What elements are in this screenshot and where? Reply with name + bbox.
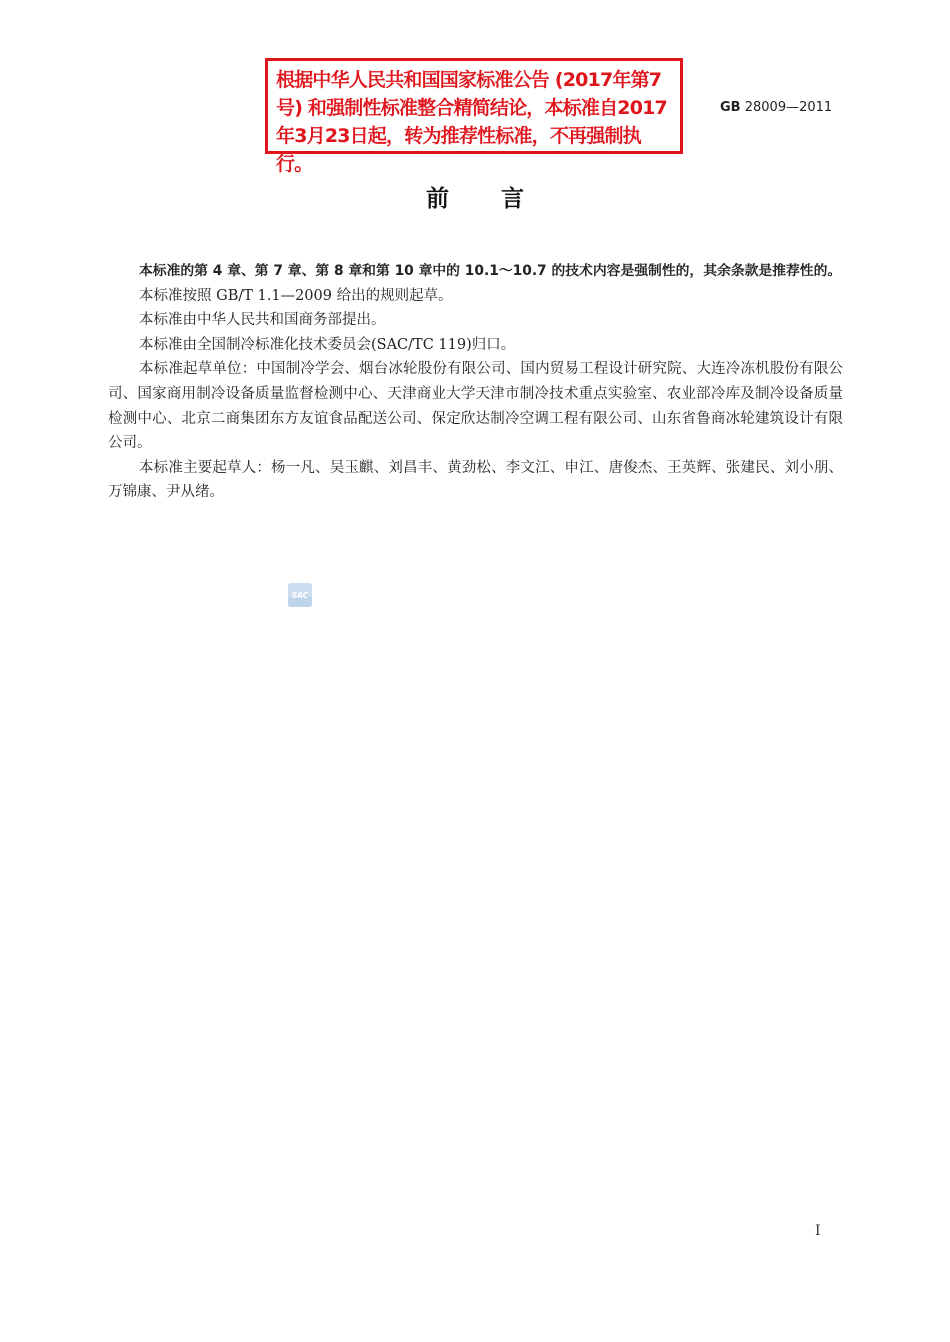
paragraph-drafting-units: 本标准起草单位：中国制冷学会、烟台冰轮股份有限公司、国内贸易工程设计研究院、大连冷冻机股份有限公司、国家商用制冷设备质量监督检测中心、天津商业大学天津市制冷技术重点实验室、农业部冷库及制冷设备质量检测中心、北京二商集团东方友谊食品配送公司、保定欣达制冷空调工程有限公司、山东省鲁商冰轮建筑设计有限公司。: [108, 361, 843, 452]
sac-logo-text: SAC: [291, 591, 309, 600]
paragraph-proposed-by: 本标准由中华人民共和国商务部提出。: [139, 312, 386, 329]
standard-code: [720, 100, 832, 115]
standard-number: 28009—2011: [744, 100, 833, 115]
paragraph-drafting-rules: 本标准按照 GB/T 1.1—2009 给出的规则起草。: [139, 287, 453, 304]
page-number: I: [815, 1223, 821, 1239]
paragraph-main-drafters: 本标准主要起草人：杨一凡、吴玉麒、刘昌丰、黄劲松、李文江、申江、唐俊杰、王英辉、张建民、刘小朋、万锦康、尹从绪。: [108, 459, 843, 501]
sac-logo-icon: [288, 583, 312, 607]
paragraph-administered-by: 本标准由全国制冷标准化技术委员会(SAC/TC 119)归口。: [139, 336, 516, 353]
notice-text: 根据中华人民共和国国家标准公告 (2017年第7号) 和强制性标准整合精简结论，本标准自2017年3月23日起，转为推荐性标准，不再强制执行。: [276, 69, 667, 175]
compulsory-to-recommended-notice: [265, 58, 683, 175]
foreword-body: [108, 259, 843, 505]
paragraph-compulsory-clauses: 本标准的第 4 章、第 7 章、第 8 章和第 10 章中的 10.1～10.7 的技术内容是强制性的，其余条款是推荐性的。: [139, 263, 842, 279]
page-title: 前言: [426, 186, 576, 212]
gb-prefix: GB: [720, 100, 741, 115]
